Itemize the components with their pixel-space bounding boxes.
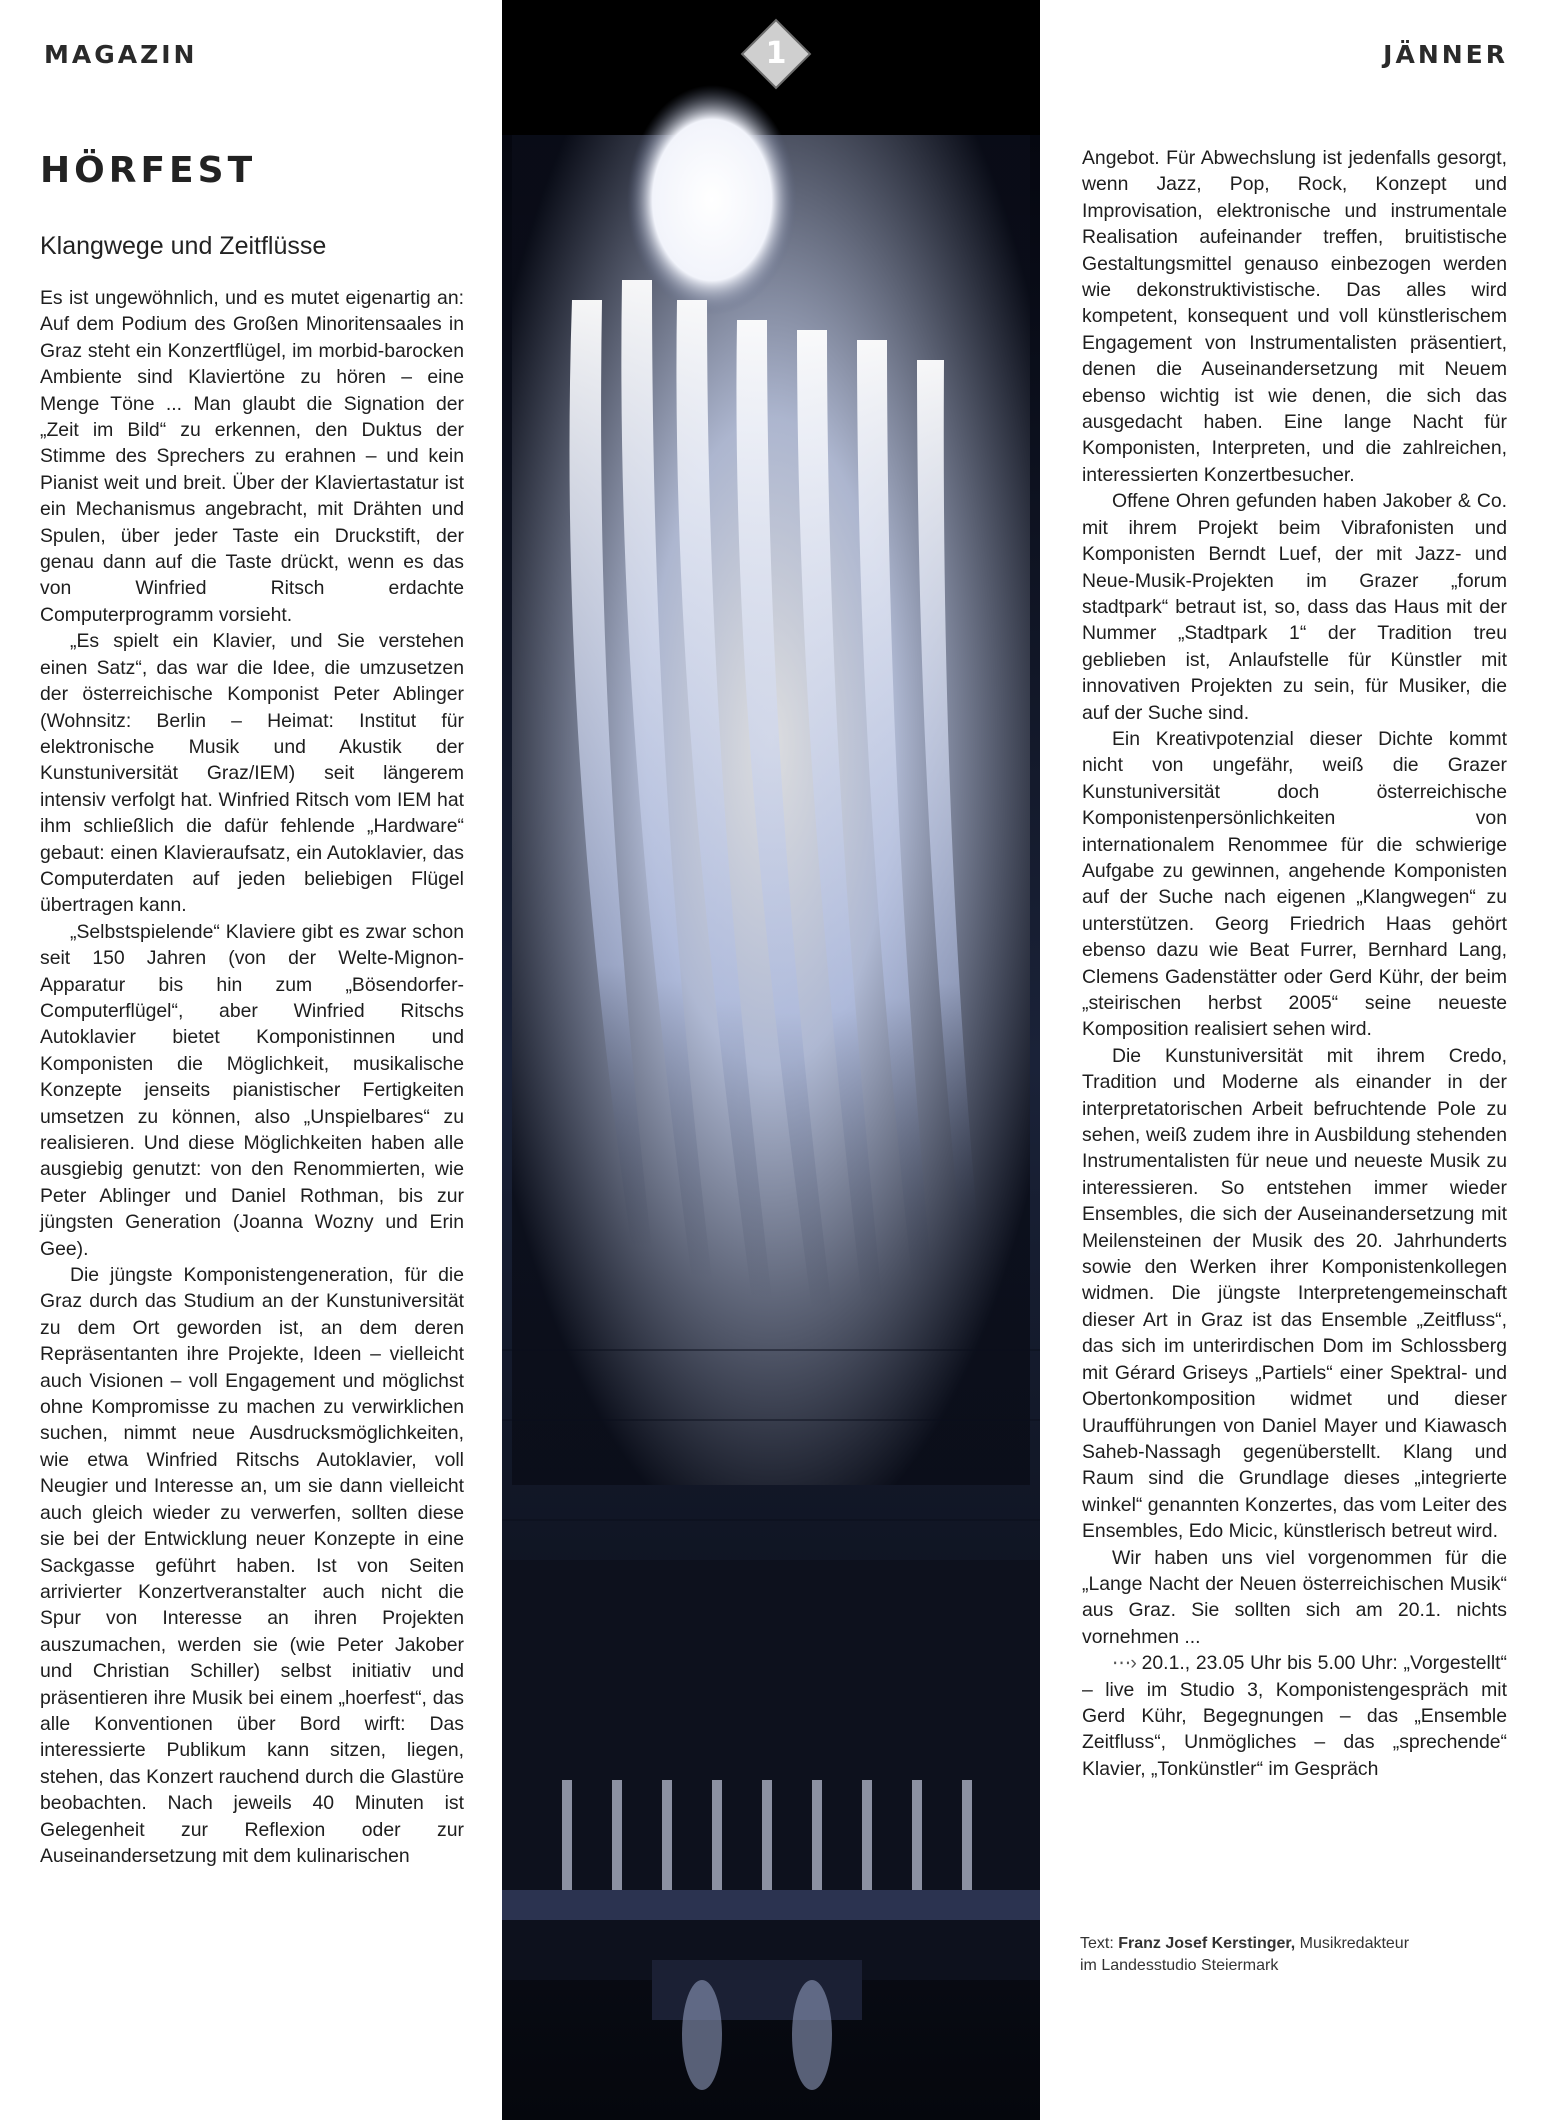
schedule-note — [1082, 1650, 1507, 1782]
paragraph: Angebot. Für Abwechslung ist jedenfalls gesorgt, wenn Jazz, Pop, Rock, Konzept und Improvisation, elektronische und instrumentale Realisation aufeinander treffen, bruitistische Gestaltungsmittel genauso einbezogen werden wie dekonstruktivistische. Das alles wird kompetent, konsequent und voll künstlerischem Engagement von Instrumentalisten präsentiert, denen die Auseinandersetzung mit Neuem ebenso wichtig ist wie denen, die sich das ausgedacht haben. Eine lange Nacht für Komponisten, Interpreten, und die zahlreichen, interessierten Konzertbesucher. — [1082, 147, 1507, 486]
paragraph: Die Kunstuniversität mit ihrem Credo, Tradition und Moderne als einander in der interpretatorischen Arbeit befruchtende Pole zu sehen, weiß zudem ihre in Ausbildung stehenden Instrumentalisten für neue und neueste Musik zu interessieren. So entstehen immer wieder Ensembles, die sich der Auseinandersetzung mit Meilensteinen der Musik des 20. Jahrhunderts sowie den Werken ihrer Komponistenkollegen widmen. Die jüngste Interpretengemeinschaft dieser Art in Graz ist das Ensemble „Zeitfluss“, das sich im unterirdischen Dom im Schlossberg mit Gérard Griseys „Partiels“ einer Spektral- und Obertonkomposition widmet und dieser Uraufführungen von Daniel Mayer und Kiawasch Saheb-Nassagh gegenüberstellt. Klang und Raum sind die Grundlage dieses „integrierte winkel“ genannten Konzertes, das vom Leiter des Ensembles, Edo Micic, künstlerisch betreut wird. — [1082, 1044, 1507, 1543]
paragraph: Die jüngste Komponistengeneration, für die Graz durch das Studium an der Kunstuniversität zu dem Ort geworden ist, an dem deren Repräsentanten ihre Projekte, Ideen – vielleicht auch Visionen – voll Engagement und möglichst ohne Kompromisse zu machen zu verwirklichen suchen, nimmt neue Ausdrucksmöglichkeiten, wie etwa Winfried Ritschs Autoklavier, voll Neugier und Interesse an, um sie dann vielleicht auch gleich wieder zu verwerfen, sollten diese sie bei der Entwicklung neuer Konzepte in eine Sackgasse geführt haben. Ist von Seiten arrivierter Konzertveranstalter auch nicht die Spur von Interesse an ihren Projekten auszumachen, werden sie (wie Peter Jakober und Christian Schiller) selbst initiativ und präsentieren ihre Musik bei einem „hoerfest“, das alle Konventionen über Bord wirft: Das interessierte Publikum kann sitzen, liegen, stehen, das Konzert rauchend durch die Glastüre beobachten. Nach jeweils 40 Minuten ist Gelegenheit zur Reflexion oder zur Auseinandersetzung mit dem kulinarischen — [40, 1264, 464, 1867]
paragraph: Ein Kreativpotenzial dieser Dichte kommt nicht von ungefähr, weiß die Grazer Kunstuniversität doch österreichische Komponistenpersönlichkeiten von internationalem Renommee für die schwierige Aufgabe zu gewinnen, angehende Komponisten auf der Suche nach eigenen „Klangwegen“ zu unterstützen. Georg Friedrich Haas gehört ebenso dazu wie Beat Furrer, Bernhard Lang, Clemens Gadenstätter oder Gerd Kühr, der beim „steirischen herbst 2005“ seine neueste Komposition realisiert sehen wird. — [1082, 727, 1507, 1041]
left-column — [40, 285, 464, 1869]
paragraph: Wir haben uns viel vorgenommen für die „Lange Nacht der Neuen österreichischen Musik“ aus Graz. Sie sollten sich am 20.1. nichts vornehmen ... — [1082, 1546, 1507, 1648]
article-subtitle: Klangwege und Zeitflüsse — [40, 232, 327, 260]
arrow-icon: ⋯› — [1112, 1652, 1136, 1675]
credit-author: Franz Josef Kerstinger, — [1118, 1935, 1296, 1952]
month-label: JÄNNER — [1383, 40, 1508, 69]
paragraph: „Es spielt ein Klavier, und Sie verstehen einen Satz“, das war die Idee, die umzusetzen der österreichische Komponist Peter Ablinger (Wohnsitz: Berlin – Heimat: Institut für elektronische Musik und Akustik der Kunstuniversität Graz/IEM) seit längerem intensiv verfolgt hat. Winfried Ritsch vom IEM hat ihm schließlich die dafür fehlende „Hardware“ gebaut: einen Klavieraufsatz, ein Autoklavier, das Computerdaten auf jeden beliebigen Flügel übertragen kann. — [40, 630, 464, 917]
credit-line2: im Landesstudio Steiermark — [1080, 1957, 1279, 1974]
paragraph: „Selbstspielende“ Klaviere gibt es zwar schon seit 150 Jahren (von der Welte-Mignon-Apparatur bis hin zum „Bösendorfer-Computerflügel“, aber Winfried Ritschs Autoklavier bietet Komponistinnen und Komponisten die Möglichkeit, musikalische Konzepte jenseits pianistischer Fertigkeiten umsetzen zu können, also „Unspielbares“ zu realisieren. Und diese Möglichkeiten haben alle ausgiebig genutzt: von den Renommierten, wie Peter Ablinger und Daniel Rothman, bis zur jüngsten Generation (Joanna Wozny und Erin Gee). — [40, 920, 464, 1260]
article-title: HÖRFEST — [40, 150, 257, 191]
paragraph: Es ist ungewöhnlich, und es mutet eigenartig an: Auf dem Podium des Großen Minoritensaales in Graz steht ein Konzertflügel, im morbid-barocken Ambiente sind Klaviertöne zu hören – eine Menge Töne ... Man glaubt die Signation der „Zeit im Bild“ zu erkennen, den Duktus der Stimme des Sprechers zu erahnen – und kein Pianist weit und breit. Über der Klaviertastatur ist ein Mechanismus angebracht, mit Drähten und Spulen, über jeder Taste ein Druckstift, der genau dann auf die Taste drückt, wenn es das von Winfried Ritsch erdachte Computerprogramm vorsieht. — [40, 287, 464, 626]
page-number-badge — [744, 22, 808, 86]
paragraph: Offene Ohren gefunden haben Jakober & Co. mit ihrem Projekt beim Vibrafonisten und Komponisten Berndt Luef, der mit Jazz- und Neue-Musik-Projekten im Grazer „forum stadtpark“ betraut ist, so, dass das Haus mit der Nummer „Stadtpark 1“ der Tradition treu geblieben ist, Anlaufstelle für Künstler mit innovativen Projekten zu sein, für Musiker, die auf der Suche sind. — [1082, 490, 1507, 724]
right-column — [1082, 145, 1507, 1782]
schedule-text: 20.1., 23.05 Uhr bis 5.00 Uhr: „Vorgestellt“ – live im Studio 3, Komponistengespräch mit Gerd Kühr, Begegnungen – das „Ensemble Zeitfluss“, Unmögliches – das „sprechende“ Klavier, „Tonkünstler“ im Gespräch — [1082, 1652, 1507, 1780]
section-label: MAGAZIN — [44, 40, 198, 69]
piano-photo — [502, 0, 1040, 2120]
page-number: 1 — [765, 36, 787, 71]
credit-prefix: Text: — [1080, 1935, 1114, 1952]
author-credit — [1080, 1933, 1520, 1977]
credit-role: Musikredakteur — [1299, 1935, 1410, 1952]
